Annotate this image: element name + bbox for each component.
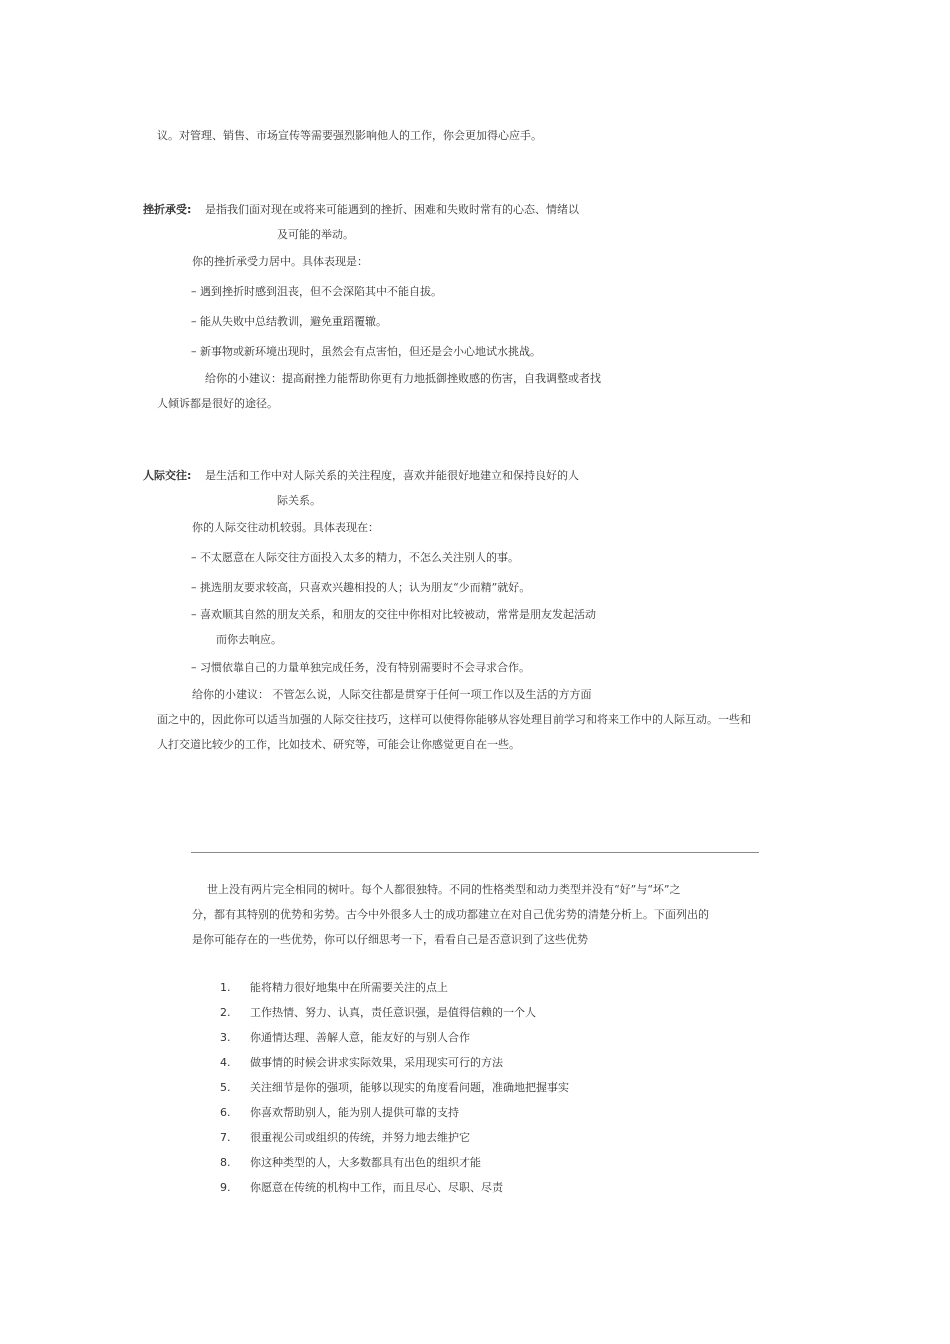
list-item-number: 2. <box>220 1006 231 1019</box>
list-item-text: 很重视公司或组织的传统，并努力地去维护它 <box>250 1131 470 1144</box>
list-item-number: 9. <box>220 1181 231 1194</box>
section-definition-line: 是指我们面对现在或将来可能遇到的挫折、困难和失败时常有的心态、情绪以 <box>205 203 579 216</box>
list-item-text: 工作热情、努力、认真，责任意识强，是值得信赖的一个人 <box>250 1006 536 1019</box>
section-definition-line: 是生活和工作中对人际关系的关注程度，喜欢并能很好地建立和保持良好的人 <box>205 469 579 482</box>
section-heading-frustration: 挫折承受: <box>143 203 192 216</box>
list-item-number: 3. <box>220 1031 231 1044</box>
advice-line: 给你的小建议：提高耐挫力能帮助你更有力地抵御挫败感的伤害，自我调整或者找 <box>205 372 601 385</box>
result-summary: 你的人际交往动机较弱。具体表现在： <box>192 521 379 534</box>
list-item-text: 你通情达理、善解人意，能友好的与别人合作 <box>250 1031 470 1044</box>
list-item-text: 关注细节是你的强项，能够以现实的角度看问题，准确地把握事实 <box>250 1081 569 1094</box>
list-item-text: 能将精力很好地集中在所需要关注的点上 <box>250 981 448 994</box>
advice-line: 给你的小建议： 不管怎么说，人际交往都是贯穿于任何一项工作以及生活的方方面 <box>192 688 592 701</box>
section-divider <box>191 852 759 853</box>
section-definition-line: 际关系。 <box>277 494 321 507</box>
intro-line: 世上没有两片完全相同的树叶。每个人都很独特。不同的性格类型和动力类型并没有“好”与“坏”之 <box>207 883 681 896</box>
intro-line: 是你可能存在的一些优势，你可以仔细思考一下，看看自己是否意识到了这些优势 <box>192 933 588 946</box>
section-heading-social: 人际交往: <box>143 469 192 482</box>
list-item-number: 6. <box>220 1106 231 1119</box>
section-definition-line: 及可能的举动。 <box>277 228 354 241</box>
list-item-text: 做事情的时候会讲求实际效果，采用现实可行的方法 <box>250 1056 503 1069</box>
advice-line: 面之中的，因此你可以适当加强的人际交往技巧，这样可以使得你能够从容处理目前学习和将来工作中的人际互动。一些和 <box>157 713 751 726</box>
list-item-number: 4. <box>220 1056 231 1069</box>
bullet-item: – 新事物或新环境出现时，虽然会有点害怕，但还是会小心地试水挑战。 <box>191 345 541 358</box>
bullet-item: – 挑选朋友要求较高，只喜欢兴趣相投的人；认为朋友“少而精”就好。 <box>191 581 531 594</box>
list-item-number: 7. <box>220 1131 231 1144</box>
bullet-item: – 喜欢顺其自然的朋友关系，和朋友的交往中你相对比较被动，常常是朋友发起活动 <box>191 608 596 621</box>
list-item-number: 1. <box>220 981 231 994</box>
advice-line: 人倾诉都是很好的途径。 <box>157 397 278 410</box>
bullet-item: – 遇到挫折时感到沮丧，但不会深陷其中不能自拔。 <box>191 285 442 298</box>
result-summary: 你的挫折承受力居中。具体表现是： <box>192 255 368 268</box>
paragraph-line: 议。对管理、销售、市场宣传等需要强烈影响他人的工作，你会更加得心应手。 <box>157 129 542 142</box>
bullet-item-continuation: 而你去响应。 <box>216 633 282 646</box>
intro-line: 分，都有其特别的优势和劣势。古今中外很多人士的成功都建立在对自己优劣势的清楚分析上。下面列出的 <box>192 908 709 921</box>
list-item-text: 你愿意在传统的机构中工作，而且尽心、尽职、尽责 <box>250 1181 503 1194</box>
list-item-text: 你这种类型的人，大多数都具有出色的组织才能 <box>250 1156 481 1169</box>
bullet-item: – 习惯依靠自己的力量单独完成任务，没有特别需要时不会寻求合作。 <box>191 661 530 674</box>
list-item-text: 你喜欢帮助别人，能为别人提供可靠的支持 <box>250 1106 459 1119</box>
advice-line: 人打交道比较少的工作，比如技术、研究等，可能会让你感觉更自在一些。 <box>157 738 520 751</box>
bullet-item: – 不太愿意在人际交往方面投入太多的精力，不怎么关注别人的事。 <box>191 551 519 564</box>
list-item-number: 5. <box>220 1081 231 1094</box>
bullet-item: – 能从失败中总结教训，避免重蹈覆辙。 <box>191 315 387 328</box>
list-item-number: 8. <box>220 1156 231 1169</box>
